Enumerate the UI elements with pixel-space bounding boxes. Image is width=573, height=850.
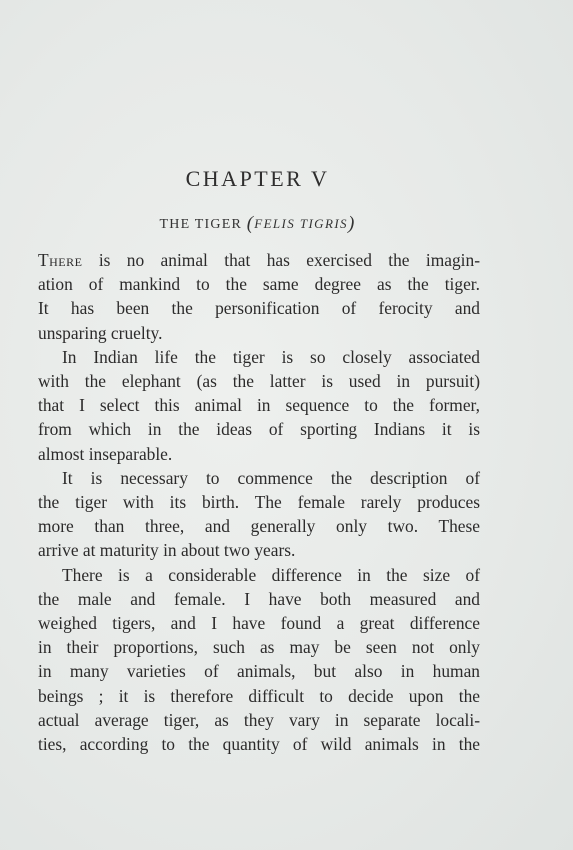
- text-line: with the elephant (as the latter is used in pursuit): [38, 371, 480, 392]
- text-line: arrive at maturity in about two years.: [38, 540, 296, 561]
- text-line: the tiger with its birth. The female rarely produces: [38, 492, 480, 513]
- body-text: [38, 248, 480, 756]
- paragraph-2: [38, 345, 480, 466]
- text-line: In Indian life the tiger is so closely associated: [62, 346, 480, 367]
- text-line: There is a considerable difference in the size of: [62, 564, 480, 585]
- text-line: It is necessary to commence the description of: [62, 467, 480, 488]
- text-line: more than three, and generally only two. These: [38, 516, 480, 537]
- text-line: actual average tiger, as they vary in separate locali-: [38, 709, 480, 730]
- section-paren-open: (: [246, 213, 255, 234]
- text-line: in many varieties of animals, but also in human: [38, 661, 480, 682]
- paragraph-4: [38, 563, 480, 757]
- text-line: weighed tigers, and I have found a great difference: [38, 613, 480, 634]
- text-line: ation of mankind to the same degree as the tiger.: [38, 274, 480, 295]
- paragraph-3: [38, 466, 480, 563]
- section-title-text: THE TIGER: [159, 217, 242, 232]
- text-line: beings ; it is therefore difficult to decide upon the: [38, 685, 480, 706]
- text-line: that I select this animal in sequence to the former,: [38, 395, 480, 416]
- text-line: almost inseparable.: [38, 443, 173, 464]
- lead-word: There: [38, 250, 83, 270]
- text-line: It has been the personification of ferocity and: [38, 298, 480, 319]
- section-paren-close: ): [347, 213, 356, 234]
- chapter-heading: CHAPTER V: [185, 166, 330, 191]
- text-line: the male and female. I have both measured and: [38, 588, 480, 609]
- text-line: in their proportions, such as may be seen not only: [38, 637, 480, 658]
- section-latin-name: FELIS TIGRIS: [254, 216, 348, 231]
- section-title: [0, 213, 515, 235]
- text-line: unsparing cruelty.: [38, 322, 163, 343]
- text-line: from which in the ideas of sporting Indians it is: [38, 419, 480, 440]
- text-line: ties, according to the quantity of wild animals in the: [38, 734, 480, 755]
- text-line: There is no animal that has exercised the imagin-: [38, 250, 480, 270]
- paragraph-1: [38, 248, 480, 345]
